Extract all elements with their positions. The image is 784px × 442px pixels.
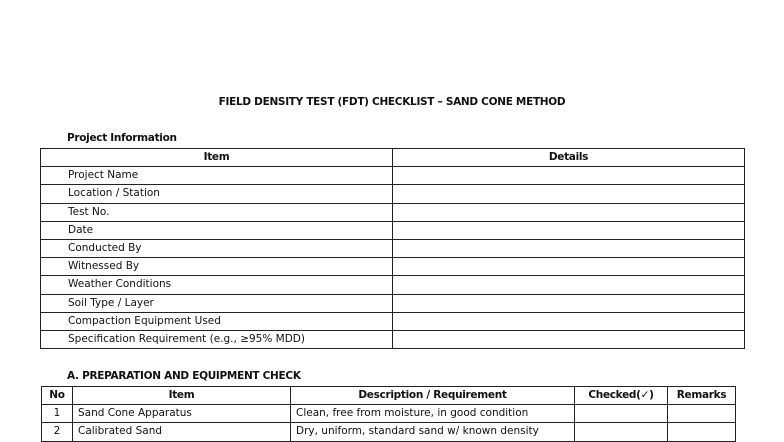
header-item: Item bbox=[41, 149, 393, 167]
item-cell: Sand Cone Apparatus bbox=[73, 405, 291, 423]
preparation-check-table bbox=[41, 386, 736, 442]
no-cell: 1 bbox=[42, 405, 73, 423]
item-cell: Date bbox=[41, 221, 393, 239]
item-cell: Weather Conditions bbox=[41, 276, 393, 294]
item-cell: Specification Requirement (e.g., ≥95% MDD) bbox=[41, 330, 393, 348]
item-cell: Test No. bbox=[41, 203, 393, 221]
table-row bbox=[42, 405, 736, 423]
details-cell[interactable] bbox=[393, 239, 745, 257]
details-cell[interactable] bbox=[393, 203, 745, 221]
project-info-table bbox=[40, 148, 745, 349]
table-row bbox=[41, 276, 745, 294]
description-cell: Dry, uniform, standard sand w/ known density bbox=[291, 423, 575, 441]
header-description: Description / Requirement bbox=[291, 387, 575, 405]
project-info-label: Project Information bbox=[67, 132, 177, 144]
table-row bbox=[41, 167, 745, 185]
header-item: Item bbox=[73, 387, 291, 405]
checked-cell[interactable] bbox=[575, 405, 668, 423]
table-row bbox=[41, 203, 745, 221]
item-cell: Compaction Equipment Used bbox=[41, 312, 393, 330]
item-cell: Conducted By bbox=[41, 239, 393, 257]
table-row bbox=[41, 312, 745, 330]
details-cell[interactable] bbox=[393, 221, 745, 239]
header-checked: Checked(✓) bbox=[575, 387, 668, 405]
item-cell: Location / Station bbox=[41, 185, 393, 203]
item-cell: Soil Type / Layer bbox=[41, 294, 393, 312]
item-cell: Calibrated Sand bbox=[73, 423, 291, 441]
table-row bbox=[41, 221, 745, 239]
details-cell[interactable] bbox=[393, 330, 745, 348]
item-cell: Project Name bbox=[41, 167, 393, 185]
description-cell: Clean, free from moisture, in good condition bbox=[291, 405, 575, 423]
header-remarks: Remarks bbox=[668, 387, 736, 405]
details-cell[interactable] bbox=[393, 276, 745, 294]
details-cell[interactable] bbox=[393, 258, 745, 276]
table-header-row bbox=[41, 149, 745, 167]
table-row bbox=[41, 239, 745, 257]
item-cell: Witnessed By bbox=[41, 258, 393, 276]
table-row bbox=[41, 185, 745, 203]
table-row bbox=[42, 423, 736, 441]
table-row bbox=[41, 330, 745, 348]
remarks-cell[interactable] bbox=[668, 405, 736, 423]
document-title: FIELD DENSITY TEST (FDT) CHECKLIST – SAND CONE METHOD bbox=[218, 96, 566, 108]
header-no: No bbox=[42, 387, 73, 405]
remarks-cell[interactable] bbox=[668, 423, 736, 441]
details-cell[interactable] bbox=[393, 312, 745, 330]
checked-cell[interactable] bbox=[575, 423, 668, 441]
header-details: Details bbox=[393, 149, 745, 167]
details-cell[interactable] bbox=[393, 167, 745, 185]
section-a-label: A. PREPARATION AND EQUIPMENT CHECK bbox=[67, 370, 301, 382]
table-row bbox=[41, 258, 745, 276]
details-cell[interactable] bbox=[393, 185, 745, 203]
table-header-row bbox=[42, 387, 736, 405]
table-row bbox=[41, 294, 745, 312]
details-cell[interactable] bbox=[393, 294, 745, 312]
no-cell: 2 bbox=[42, 423, 73, 441]
